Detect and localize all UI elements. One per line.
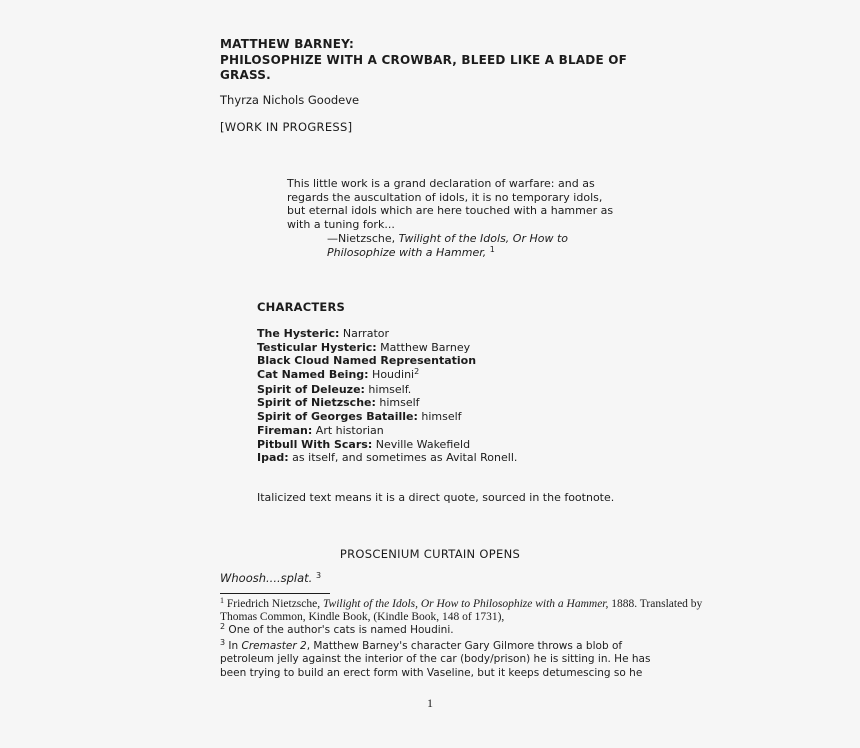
epigraph-line: with a tuning fork... [287,218,395,232]
epigraph-line: regards the auscultation of idols, it is no temporary idols, [287,190,603,204]
stage-direction: PROSCENIUM CURTAIN OPENS [339,547,521,561]
footnote-3-line-1 [220,640,650,653]
character-row [257,341,517,355]
footnote-2 [220,624,454,637]
character-label: The Hysteric: [257,327,340,340]
character-value: himself [375,396,420,410]
attribution-work-title-cont: Philosophize with a Hammer, [327,245,490,259]
footnote-1-work-title: Twilight of the Idols, Or How to Philosophize with a Hammer, [323,598,609,610]
footnote-1-line-2: Thomas Common, Kindle Book, (Kindle Book, 148 of 1731), [220,611,505,623]
footnote-3-marker: 3 [220,638,226,647]
character-value: Neville Wakefield [372,437,471,451]
footnote-1-text: Friedrich Nietzsche, [224,598,323,610]
character-label: Spirit of Georges Bataille: [257,410,418,424]
character-value: Narrator [339,327,390,340]
footnote-1-line-1 [220,598,760,611]
character-row [257,368,517,383]
footnote-3-work-title: Cremaster 2 [241,640,307,652]
footnote-ref-2: 2 [414,367,420,377]
character-label: Cat Named Being: [257,368,369,382]
sound-effect-text: Whoosh....splat. [220,571,316,585]
footnote-1 [220,598,760,624]
character-row [257,451,517,465]
attribution-work-title: Twilight of the Idols, Or How to [398,231,569,245]
character-row [257,438,517,452]
character-label: Pitbull With Scars: [257,437,373,451]
epigraph-line: This little work is a grand declaration of warfare: and as [287,177,595,190]
title-line-2: PHILOSOPHIZE WITH A CROWBAR, BLEED LIKE A BLADE OF [220,52,628,67]
character-label: Ipad: [257,451,289,465]
epigraph-line: but eternal idols which are here touched with a hammer as [287,204,614,218]
work-in-progress-note: [WORK IN PROGRESS] [220,120,353,134]
footnote-3 [220,640,650,680]
footnote-3-text: In [225,640,242,652]
character-label: Fireman: [257,423,313,437]
italics-usage-note: Italicized text means it is a direct quote, sourced in the footnote. [257,491,615,504]
attribution-dash-name: —Nietzsche, [327,231,399,245]
character-row [257,424,517,438]
page-number: 1 [427,696,433,710]
character-value: Art historian [312,423,384,437]
character-row [257,327,517,341]
footnote-2-text: One of the author's cats is named Houdini. [225,624,454,636]
character-label: Spirit of Deleuze: [257,382,365,396]
character-label: Testicular Hysteric: [257,340,377,354]
character-value: Houdini [368,368,415,382]
character-label: Black Cloud Named Representation [257,354,477,368]
title-line-1: MATTHEW BARNEY: [220,37,354,51]
footnote-1-text-cont: 1888. Translated by [608,598,703,610]
character-value: himself [417,410,462,424]
characters-heading: CHARACTERS [257,300,345,314]
footnote-1-marker: 1 [220,596,224,605]
epigraph-attribution [327,232,613,246]
footnote-3-line-3: been trying to build an erect form with Vaseline, but it keeps detumescing so he [220,666,643,679]
character-row [257,383,517,397]
character-row [257,410,517,424]
character-value: himself. [364,382,412,396]
character-row [257,396,517,410]
footnote-3-line-2: petroleum jelly against the interior of the car (body/prison) he is sitting in. He has [220,653,651,666]
footnote-ref-3: 3 [316,571,322,580]
sound-effect-line [220,571,321,585]
character-list [257,327,517,465]
character-value: Matthew Barney [376,340,471,354]
character-value: as itself, and sometimes as Avital Ronell. [288,451,518,465]
document-title [220,37,627,84]
footnote-3-text-cont: , Matthew Barney's character Gary Gilmore throws a blob of [306,640,623,652]
footnote-2-marker: 2 [220,622,226,631]
epigraph-quote [287,177,613,260]
title-line-3: GRASS. [220,68,271,83]
epigraph-attribution-line-2 [327,246,613,261]
character-row [257,354,517,368]
author-name: Thyrza Nichols Goodeve [220,93,360,107]
character-label: Spirit of Nietzsche: [257,396,376,410]
footnote-ref-1: 1 [489,244,495,254]
footnote-separator [220,593,330,594]
